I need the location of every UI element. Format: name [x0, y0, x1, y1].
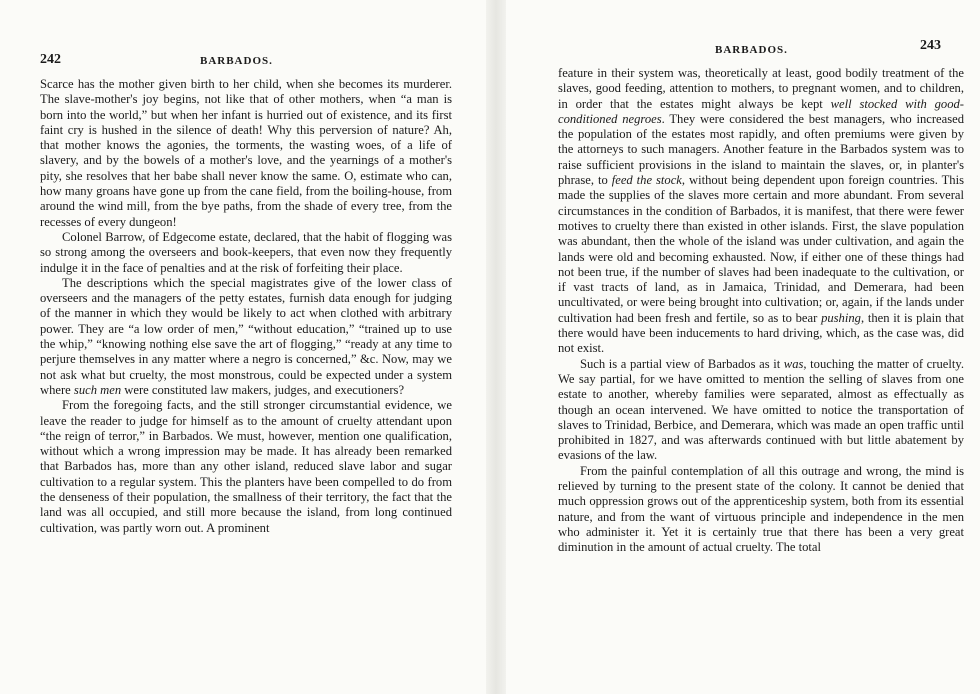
left-body-text — [40, 77, 452, 536]
italic-text: such men — [73, 382, 122, 397]
paragraph-text: From the painful contemplation of all this outrage and wrong, the mind is relieved by turning to the present state of the colony. It cannot be denied that much oppression grows out of the apprenticeship system, both from its essential nature, and from the want of virtuous principle and independence in the men who administer it. Yet it is certainly true that there has been a very great diminution in the amount of actual cruelty. The total — [558, 463, 964, 555]
right-page-number: 243 — [920, 38, 941, 53]
right-body-text — [558, 66, 964, 556]
italic-text: was — [783, 356, 804, 371]
italic-text: pushing — [821, 310, 861, 325]
italic-text: feed the stock — [611, 173, 682, 188]
paragraph — [40, 230, 452, 276]
paragraph — [558, 464, 964, 556]
paragraph-text: The descriptions which the special magistrates give of the lower class of overseers and the managers of the petty estates, furnish data enough for judging of the manner in which they would be likely to act when clothed with arbitrary power. They are “a low order of men,” “without education,” “trained up to use the whip,” “knowing nothing else save the art of flogging,” “ready at any time to perjure themselves in any matter where a negro is concerned,” &c. Now, may we not ask what but cruelty, the most monstrous, could be expected under a system where — [40, 275, 452, 397]
paragraph-text: . They were considered the best managers, who increased the population of the estates most rapidly, and often premiums were given by the attorneys to such managers. Another feature in the Barbados system was to raise sufficient provisions in the island to maintain the slaves, or, in planter's phrase, to — [558, 111, 964, 188]
paragraph-text: From the foregoing facts, and the still stronger circumstantial evidence, we leave the reader to judge for himself as to the amount of cruelty attendant upon “the reign of terror,” in Barbados. We must, however, mention one qualification, without which a wrong impression may be made. It has already been remarked that Barbados has, more than any other island, reduced slave labor and sugar cultivation to a regular system. This the planters have been compelled to do from the denseness of their population, the smallness of their territory, the fact that the land was all occupied, and still more because the island, from long continued cultivation, was partly worn out. A prominent — [40, 398, 452, 535]
paragraph — [40, 77, 452, 230]
paragraph — [40, 276, 452, 398]
italic-text: well stocked with good-conditioned negroes — [558, 96, 964, 126]
paragraph-text: Such is a partial view of Barbados as it — [580, 356, 784, 371]
right-running-head: BARBADOS. — [715, 44, 788, 56]
paragraph — [558, 66, 964, 357]
right-page — [500, 0, 980, 694]
paragraph-text: , without being dependent upon foreign countries. This made the supplies of the slaves more certain and more abundant. From several circumstances in the condition of Barbados, it is manifest, that there were fewer motives to cruelty there than existed in other islands. First, the slave population was abundant, then the whole of the island was under cultivation, and again the lands were old and becoming exhausted. Now, if either one of these things had not been true, if the number of slaves had been inadequate to the cultivation, or if vast tracts of land, as in Jamaica, Trinidad, and Demerara, had been uncultivated, or were being brought into cultivation; or, again, if the lands under cultivation had been fresh and fertile, so as to bear — [558, 173, 964, 325]
paragraph-text: Scarce has the mother given birth to her child, when she becomes its murderer. The slave-mother's joy begins, not like that of other mothers, when “a man is born into the world,” but when her infant is hurried out of existence, and its first faint cry is hushed in the silence of death! Why this perversion of nature? Ah, that mother knows the agonies, the torments, the wasting woes, of a life of slavery, and by the bowels of a mother's love, and the yearnings of a mother's pity, she resolves that her babe shall never know the same. O, estimate who can, how many groans have gone up from the cane field, from the boiling-house, from around the wind mill, from the bye paths, from the shade of every tree, from the recesses of every dungeon! — [40, 77, 452, 229]
paragraph-text: Colonel Barrow, of Edgecome estate, declared, that the habit of flogging was so strong among the overseers and book-keepers, that even now they frequently indulge it in the face of penalties and at the risk of forfeiting their place. — [40, 229, 452, 275]
paragraph-text: were constituted law makers, judges, and executioners? — [121, 382, 405, 397]
paragraph — [40, 398, 452, 536]
paragraph — [558, 357, 964, 464]
left-page-number: 242 — [40, 52, 61, 67]
paragraph-text: , then it is plain that there would have been inducements to hard driving, which, as the case was, did not exist. — [558, 310, 965, 356]
left-running-head: BARBADOS. — [200, 55, 273, 67]
paragraph-text: , touching the matter of cruelty. We say partial, for we have omitted to mention the selling of slaves from one estate to another, whereby families were separated, almost as effectually as though an ocean intervened. We have omitted to notice the transportation of slaves to Trinidad, Berbice, and Demerara, which was made an open traffic until prohibited in 1827, and was afterwards continued with but little abatement by evasions of the law. — [558, 356, 964, 463]
paragraph-text: feature in their system was, theoretically at least, good bodily treatment of the slaves, good feeding, attention to mothers, to pregnant women, and to children, in order that the estates might always be kept — [558, 66, 964, 111]
